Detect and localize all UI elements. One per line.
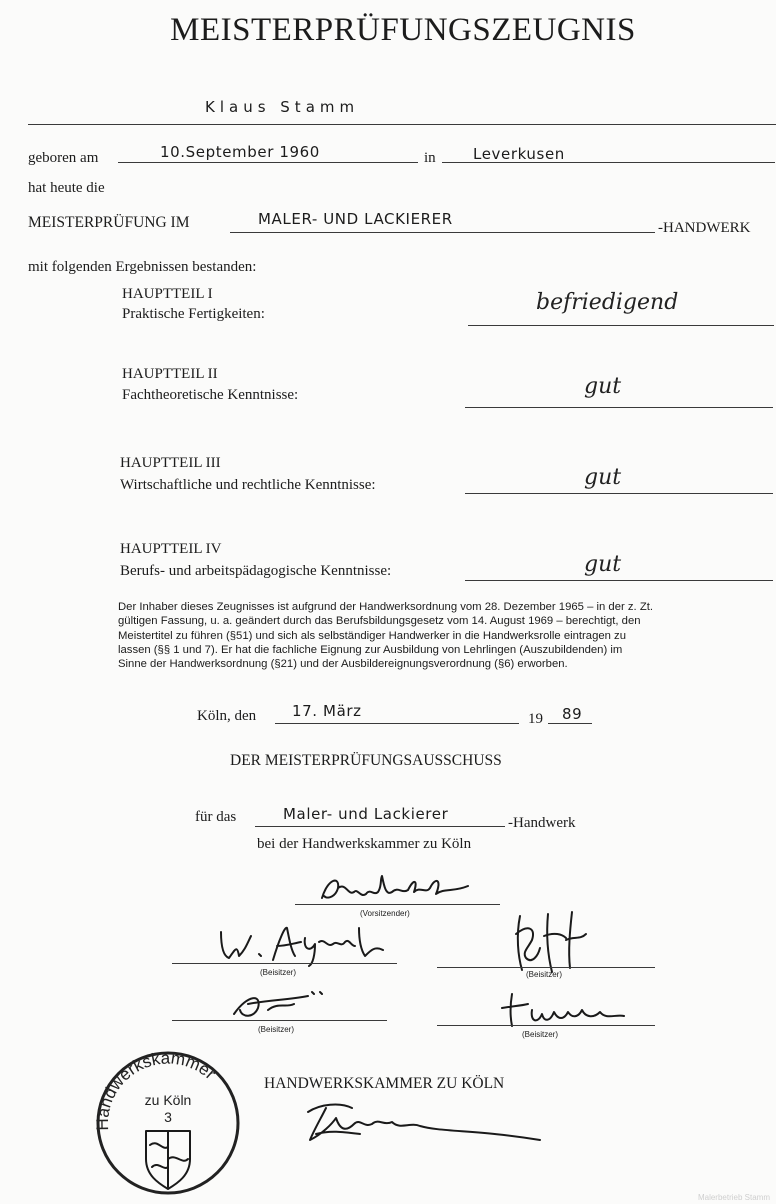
assessor-4-label: (Beisitzer)	[522, 1030, 559, 1039]
part-3-heading: HAUPTTEIL III	[120, 455, 221, 471]
legal-line-5: Sinne der Handwerksordnung (§21) und der Ausbildereignungsverordnung (§6) erworben.	[118, 658, 568, 671]
part-4-subject: Berufs- und arbeitspädagogische Kenntnisse:	[120, 563, 392, 579]
part-1-subject: Praktische Fertigkeiten:	[122, 306, 265, 322]
part-4-grade: gut	[584, 552, 622, 577]
assessor-1-label: (Beisitzer)	[260, 968, 297, 977]
in-label: in	[424, 150, 436, 166]
assessor-1-line	[172, 963, 397, 964]
birth-place: Leverkusen	[473, 145, 565, 163]
committee-trade: Maler- und Lackierer	[283, 805, 449, 823]
watermark: Malerbetrieb Stamm	[697, 1193, 770, 1202]
part-2-subject: Fachtheoretische Kenntnisse:	[122, 387, 299, 403]
legal-text	[118, 600, 776, 671]
part-3-grade: gut	[584, 465, 622, 490]
assessor-2-line	[437, 967, 655, 968]
part-4-line	[465, 580, 773, 581]
name-line	[28, 124, 776, 125]
part-4-heading: HAUPTTEIL IV	[120, 541, 222, 557]
legal-line-4: lassen (§§ 1 und 7). Er hat die fachliche Eignung zur Ausbildung von Lehrlingen (Auszubildenden) im	[118, 643, 623, 656]
part-1-line	[468, 325, 774, 326]
results-intro: mit folgenden Ergebnissen bestanden:	[28, 259, 257, 275]
part-2-grade: gut	[584, 374, 622, 399]
year-prefix: 19	[528, 711, 543, 727]
certificate-title: MEISTERPRÜFUNGSZEUGNIS	[170, 12, 636, 48]
exam-prefix: MEISTERPRÜFUNG IM	[28, 214, 190, 231]
birth-date: 10.September 1960	[160, 143, 320, 161]
trade-line	[230, 232, 655, 233]
exam-suffix: -HANDWERK	[658, 220, 751, 236]
committee-heading: DER MEISTERPRÜFUNGSAUSSCHUSS	[230, 752, 502, 769]
seal-line-2: 3	[164, 1109, 172, 1125]
part-1-grade: befriedigend	[536, 290, 679, 315]
seal-ring-text: Handwerkskammer	[92, 1048, 220, 1131]
legal-line-2: gültigen Fassung, u. a. geändert durch das Berufsbildungsgesetz vom 14. August 1969 – berechtigt, den	[118, 615, 641, 628]
assessor-3-label: (Beisitzer)	[258, 1025, 295, 1034]
chamber-signature	[300, 1100, 550, 1150]
place-label: Köln, den	[197, 708, 257, 724]
issue-date-line	[275, 723, 519, 724]
chamber-seal	[88, 1047, 248, 1197]
issue-date: 17. März	[292, 702, 362, 720]
part-1-heading: HAUPTTEIL I	[122, 286, 213, 302]
assessor-4-line	[437, 1025, 655, 1026]
chair-label: (Vorsitzender)	[360, 909, 410, 918]
part-3-line	[465, 493, 773, 494]
part-3-subject: Wirtschaftliche und rechtliche Kenntnisse:	[120, 477, 376, 493]
chamber-line: bei der Handwerkskammer zu Köln	[257, 836, 472, 852]
assessor-2-signature	[508, 906, 598, 976]
committee-trade-line	[255, 826, 505, 827]
assessor-1-signature	[215, 920, 405, 968]
today-label: hat heute die	[28, 180, 105, 196]
year-line	[548, 723, 592, 724]
assessor-4-signature	[498, 990, 638, 1030]
holder-name: Klaus Stamm	[205, 98, 360, 116]
for-label: für das	[195, 809, 237, 825]
trade: MALER- UND LACKIERER	[258, 210, 453, 228]
legal-line-1: Der Inhaber dieses Zeugnisses ist aufgrund der Handwerksordnung vom 28. Dezember 1965 – in der z. Zt.	[118, 601, 654, 613]
chair-line	[295, 904, 500, 905]
born-label: geboren am	[28, 150, 99, 166]
legal-line-3: Meistertitel zu führen (§51) und sich als selbständiger Handwerker in die Handwerksrolle eintragen zu	[118, 629, 626, 642]
assessor-2-label: (Beisitzer)	[526, 970, 563, 979]
assessor-3-signature	[228, 988, 328, 1022]
part-2-line	[465, 407, 773, 408]
year-suffix: 89	[562, 705, 583, 723]
seal-line-1: zu Köln	[144, 1092, 192, 1108]
handwerk-suffix: -Handwerk	[508, 815, 576, 831]
assessor-3-line	[172, 1020, 387, 1021]
part-2-heading: HAUPTTEIL II	[122, 366, 218, 382]
chair-signature	[318, 872, 478, 908]
chamber-heading: HANDWERKSKAMMER ZU KÖLN	[264, 1075, 505, 1092]
birth-date-line	[118, 162, 418, 163]
